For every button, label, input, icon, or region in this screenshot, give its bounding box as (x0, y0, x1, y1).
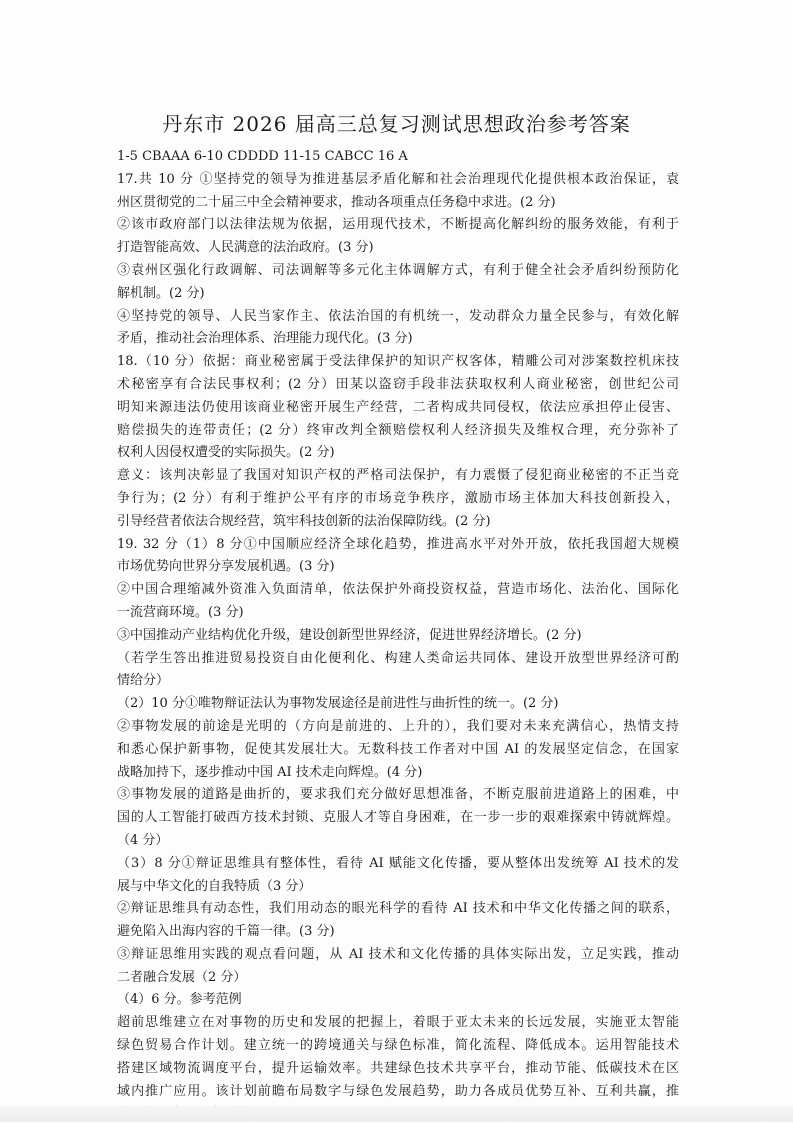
answer-line: ③袁州区强化行政调解、司法调解等多元化主体调解方式，有利于健全社会矛盾纠纷预防化 (117, 262, 679, 278)
answer-line: 州区贯彻党的二十届三中全会精神要求，推动各项重点任务稳中求进。(2 分) (117, 194, 556, 210)
answer-line: ②事物发展的前途是光明的（方向是前进的、上升的），我们要对未来充满信心，热情支持 (117, 718, 679, 734)
answer-line: 19. 32 分（1）8 分①中国顺应经济全球化趋势，推进高水平对外开放，依托我国超大规模 (117, 536, 679, 552)
answer-line: 明知来源违法仍使用该商业秘密开展生产经营，二者构成共同侵权，依法应承担停止侵害、 (117, 399, 679, 415)
answer-line: 术秘密享有合法民事权利；(2 分）田某以盗窃手段非法获取权利人商业秘密，创世纪公司 (117, 376, 679, 392)
answer-line: （4 分） (117, 832, 169, 848)
answer-line: （4）6 分。参考范例 (117, 992, 242, 1008)
answer-line: 1-5 CBAAA 6-10 CDDDD 11-15 CABCC 16 A (117, 149, 408, 164)
answer-line: 避免陷入出海内容的千篇一律。(3 分) (117, 924, 335, 940)
answer-line: 意义：该判决彰显了我国对知识产权的严格司法保护，有力震慑了侵犯商业秘密的不正当竞 (117, 468, 679, 484)
answer-line: ②该市政府部门以法律法规为依据，运用现代技术，不断提高化解纠纷的服务效能，有利于 (117, 217, 679, 233)
answer-line: ③辩证思维用实践的观点看问题，从 AI 技术和文化传播的具体实际出发，立足实践，推动 (117, 946, 679, 962)
answer-line: 国的人工智能打破西方技术封锁、克服人才等自身困难，在一步一步的艰难探索中铸就辉煌。 (117, 810, 679, 826)
answer-line: ②中国合理缩减外资准入负面清单，依法保护外商投资权益，营造市场化、法治化、国际化 (117, 582, 679, 598)
answer-line: （若学生答出推进贸易投资自由化便利化、构建人类命运共同体、建设开放型世界经济可酌 (117, 650, 679, 666)
answer-line: （3）8 分①辩证思维具有整体性，看待 AI 赋能文化传播，要从整体出发统筹 AI 技术的发 (117, 855, 679, 871)
answer-line: 一流营商环境。(3 分) (117, 604, 244, 620)
answer-line: 赔偿损失的连带责任；(2 分）终审改判全额赔偿权利人经济损失及维权合理，充分弥补了 (117, 422, 679, 438)
answer-line: 引导经营者依法合规经营，筑牢科技创新的法治保障防线。(2 分) (117, 513, 491, 529)
answer-line: 战略加持下，逐步推动中国 AI 技术走向辉煌。(4 分) (117, 764, 423, 780)
answer-line: 18.（10 分）依据：商业秘密属于受法律保护的知识产权客体，精雕公司对涉案数控机床技 (117, 354, 679, 370)
answer-line: 绿色贸易合作计划。建立统一的跨境通关与绿色标准，简化流程、降低成本。运用智能技术 (117, 1038, 679, 1054)
answer-line: 和悉心保护新事物，促使其发展壮大。无数科技工作者对中国 AI 的发展坚定信念，在国家 (117, 741, 679, 757)
answer-line: 二者融合发展（2 分） (117, 969, 247, 985)
answer-line: 争行为；(2 分）有利于维护公平有序的市场竞争秩序，激励市场主体加大科技创新投入， (117, 490, 679, 506)
answer-line: 超前思维建立在对事物的历史和发展的把握上，着眼于亚太未来的长远发展，实施亚太智能 (117, 1015, 679, 1031)
answer-line: 市场优势向世界分享发展机遇。(3 分) (117, 559, 335, 575)
answer-line: 展与中华文化的自我特质（3 分） (117, 878, 312, 894)
answer-line: 解机制。(2 分) (117, 285, 205, 301)
answer-line: 搭建区域物流调度平台，提升运输效率。共建绿色技术共享平台，推动节能、低碳技术在区 (117, 1060, 679, 1076)
answer-line: 矛盾，推动社会治理体系、治理能力现代化。(3 分) (117, 331, 413, 347)
answer-content (117, 146, 679, 1126)
answer-line: 权利人因侵权遭受的实际损失。(2 分) (117, 445, 335, 461)
answer-line: ④坚持党的领导、人民当家作主、依法治国的有机统一，发动群众力量全民参与，有效化解 (117, 308, 679, 324)
answer-line: 域内推广应用。该计划前瞻布局数字与绿色发展趋势，助力各成员优势互补、互利共赢，推 (117, 1083, 679, 1099)
page-title: 丹东市 2026 届高三总复习测试思想政治参考答案 (162, 112, 631, 136)
answer-line: 情给分） (117, 673, 170, 689)
page-bottom-edge (0, 1106, 793, 1122)
answer-line: ②辩证思维具有动态性，我们用动态的眼光科学的看待 AI 技术和中华文化传播之间的联系， (117, 901, 679, 917)
answer-line: 打造智能高效、人民满意的法治政府。(3 分) (117, 240, 374, 256)
answer-line: （2）10 分①唯物辩证法认为事物发展途径是前进性与曲折性的统一。(2 分) (117, 696, 559, 712)
answer-line: ③中国推动产业结构优化升级，建设创新型世界经济，促进世界经济增长。(2 分) (117, 627, 582, 643)
answer-line: ③事物发展的道路是曲折的，要求我们充分做好思想准备，不断克服前进道路上的困难，中 (117, 787, 679, 803)
answer-line: 17.共 10 分 ①坚持党的领导为推进基层矛盾化解和社会治理现代化提供根本政治保证，袁 (117, 171, 679, 187)
